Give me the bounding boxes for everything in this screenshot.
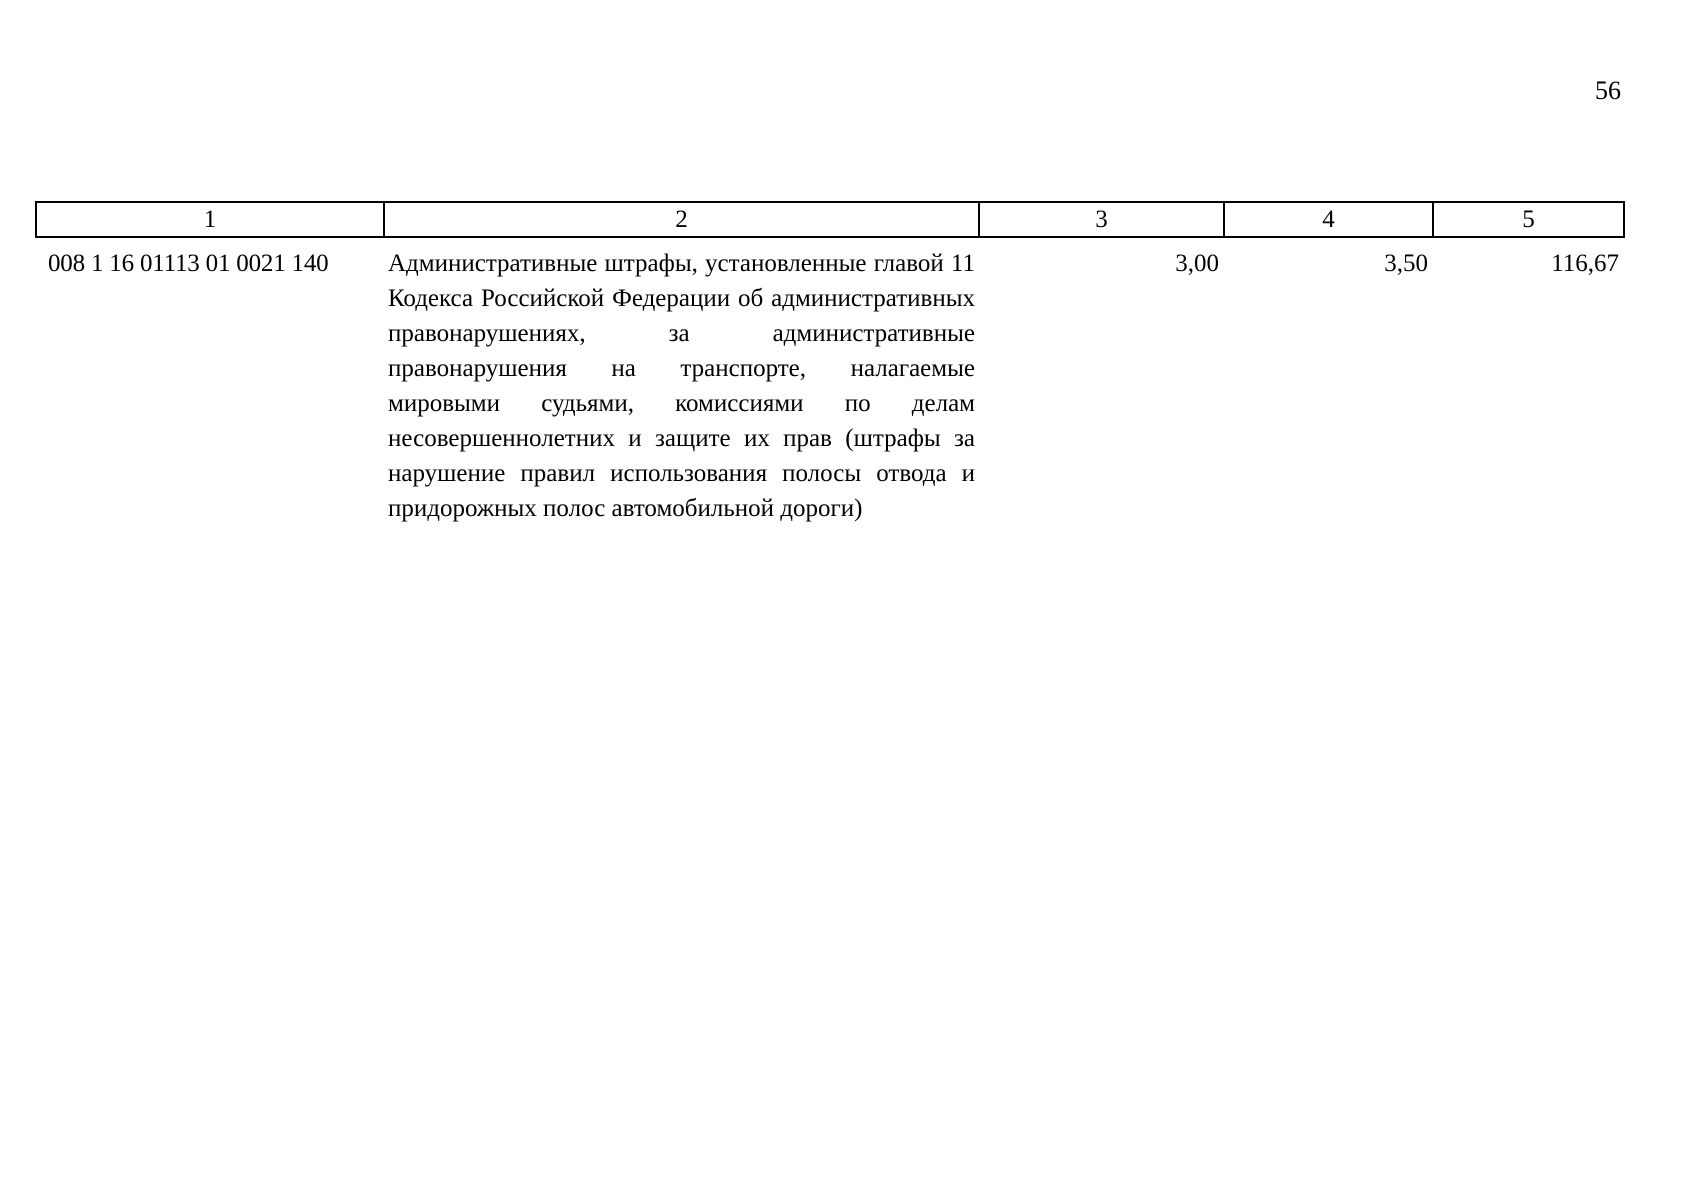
table-row xyxy=(36,237,1624,526)
table-header xyxy=(36,202,1624,237)
column-header-5: 5 xyxy=(1433,202,1624,237)
page-number: 56 xyxy=(1595,76,1621,105)
column-header-1: 1 xyxy=(36,202,384,237)
column-header-3: 3 xyxy=(979,202,1224,237)
description-cell: Административные штрафы, установленные главой 11 Кодекса Российской Федерации об административных правонарушениях, за административные правонарушения на транспорте, налагаемые мировыми судьями, комиссиями по делам несовершеннолетних и защите их прав (штрафы за нарушение правил использования полосы отвода и придорожных полос автомобильной дороги) xyxy=(388,250,975,522)
value-cell-4: 3,50 xyxy=(1384,250,1428,277)
header-row xyxy=(36,202,1624,237)
value-cell-3: 3,00 xyxy=(1175,250,1219,277)
column-header-4: 4 xyxy=(1224,202,1433,237)
budget-code-cell: 008 1 16 01113 01 0021 140 xyxy=(48,250,329,277)
budget-table xyxy=(35,201,1625,526)
table-body xyxy=(36,237,1624,526)
column-header-2: 2 xyxy=(384,202,979,237)
value-cell-5: 116,67 xyxy=(1551,250,1619,277)
